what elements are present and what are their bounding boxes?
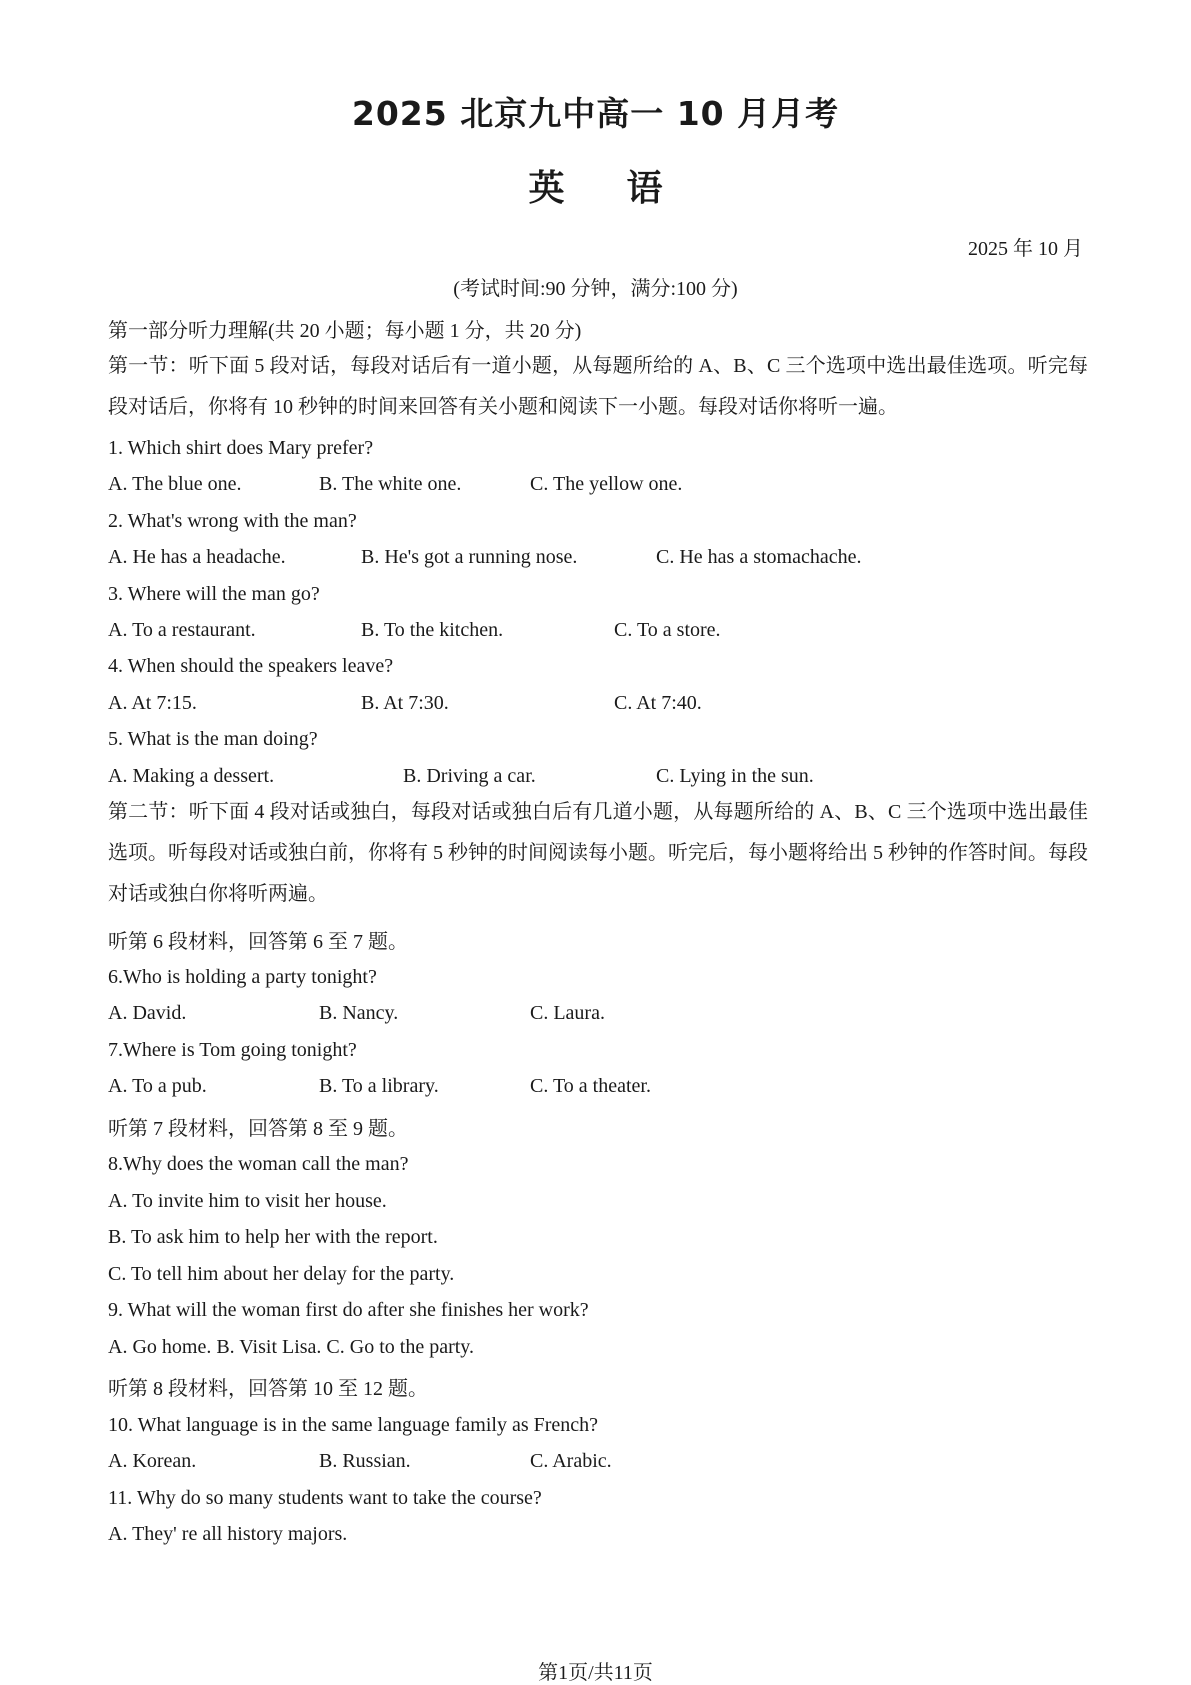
q9-options: A. Go home. B. Visit Lisa. C. Go to the party. [108, 1336, 474, 1358]
q6-option-c: C. Laura. [530, 1002, 605, 1024]
q6-option-b: B. Nancy. [319, 1002, 399, 1024]
q5-option-b: B. Driving a car. [403, 765, 536, 787]
q3-stem: 3. Where will the man go? [108, 583, 320, 605]
q9-stem: 9. What will the woman first do after she finishes her work? [108, 1299, 589, 1321]
subject-char-2: 语 [626, 168, 663, 209]
q4-option-c: C. At 7:40. [614, 692, 702, 714]
exam-info: (考试时间:90 分钟，满分:100 分) [453, 278, 738, 300]
q10-option-b: B. Russian. [319, 1450, 411, 1472]
q4-stem: 4. When should the speakers leave? [108, 655, 394, 677]
q2-option-c: C. He has a stomachache. [656, 546, 862, 568]
q8-option-c: C. To tell him about her delay for the party. [108, 1263, 455, 1285]
q5-option-c: C. Lying in the sun. [656, 765, 814, 787]
exam-title: 2025 北京九中高一 10 月月考 [351, 94, 840, 133]
q4-option-b: B. At 7:30. [361, 692, 449, 714]
q3-option-a: A. To a restaurant. [108, 619, 256, 641]
q1-option-b: B. The white one. [319, 473, 462, 495]
part1-heading: 第一部分听力理解(共 20 小题；每小题 1 分，共 20 分) [108, 320, 582, 342]
exam-date: 2025 年 10 月 [968, 238, 1083, 260]
q2-option-a: A. He has a headache. [108, 546, 286, 568]
q7-option-b: B. To a library. [319, 1075, 439, 1097]
q11-stem: 11. Why do so many students want to take the course? [108, 1487, 542, 1509]
subject-title [0, 160, 1191, 211]
q2-option-b: B. He's got a running nose. [361, 546, 578, 568]
material-8-heading: 听第 8 段材料，回答第 10 至 12 题。 [108, 1378, 428, 1400]
q1-option-c: C. The yellow one. [530, 473, 683, 495]
q6-option-a: A. David. [108, 1002, 187, 1024]
q5-stem: 5. What is the man doing? [108, 728, 318, 750]
material-7-heading: 听第 7 段材料，回答第 8 至 9 题。 [108, 1118, 408, 1140]
q1-option-a: A. The blue one. [108, 473, 242, 495]
q6-stem: 6.Who is holding a party tonight? [108, 966, 377, 988]
material-6-heading: 听第 6 段材料，回答第 6 至 7 题。 [108, 931, 408, 953]
q3-option-b: B. To the kitchen. [361, 619, 504, 641]
q4-option-a: A. At 7:15. [108, 692, 197, 714]
q10-option-c: C. Arabic. [530, 1450, 612, 1472]
page-number: 第1页/共11页 [538, 1662, 653, 1684]
q8-option-a: A. To invite him to visit her house. [108, 1190, 387, 1212]
q11-option-a: A. They' re all history majors. [108, 1523, 348, 1545]
q7-stem: 7.Where is Tom going tonight? [108, 1039, 357, 1061]
q3-option-c: C. To a store. [614, 619, 721, 641]
section2-instructions: 第二节：听下面 4 段对话或独白，每段对话或独白后有几道小题，从每题所给的 A、B、C 三个选项中选出最佳选项。听每段对话或独白前，你将有 5 秒钟的时间阅读每小题。听完后，每小题将给出 5 秒钟的作答时间。每段对话或独白你将听两遍。 [108, 801, 1088, 905]
subject-char-1: 英 [528, 168, 565, 209]
q10-stem: 10. What language is in the same language family as French? [108, 1414, 599, 1436]
q7-option-c: C. To a theater. [530, 1075, 651, 1097]
q7-option-a: A. To a pub. [108, 1075, 207, 1097]
q8-stem: 8.Why does the woman call the man? [108, 1153, 409, 1175]
q1-stem: 1. Which shirt does Mary prefer? [108, 437, 374, 459]
q8-option-b: B. To ask him to help her with the report. [108, 1226, 438, 1248]
q2-stem: 2. What's wrong with the man? [108, 510, 357, 532]
q5-option-a: A. Making a dessert. [108, 765, 275, 787]
section1-instructions: 第一节：听下面 5 段对话，每段对话后有一道小题，从每题所给的 A、B、C 三个选项中选出最佳选项。听完每段对话后，你将有 10 秒钟的时间来回答有关小题和阅读下一小题。每段对话你将听一遍。 [108, 355, 1088, 418]
q10-option-a: A. Korean. [108, 1450, 197, 1472]
